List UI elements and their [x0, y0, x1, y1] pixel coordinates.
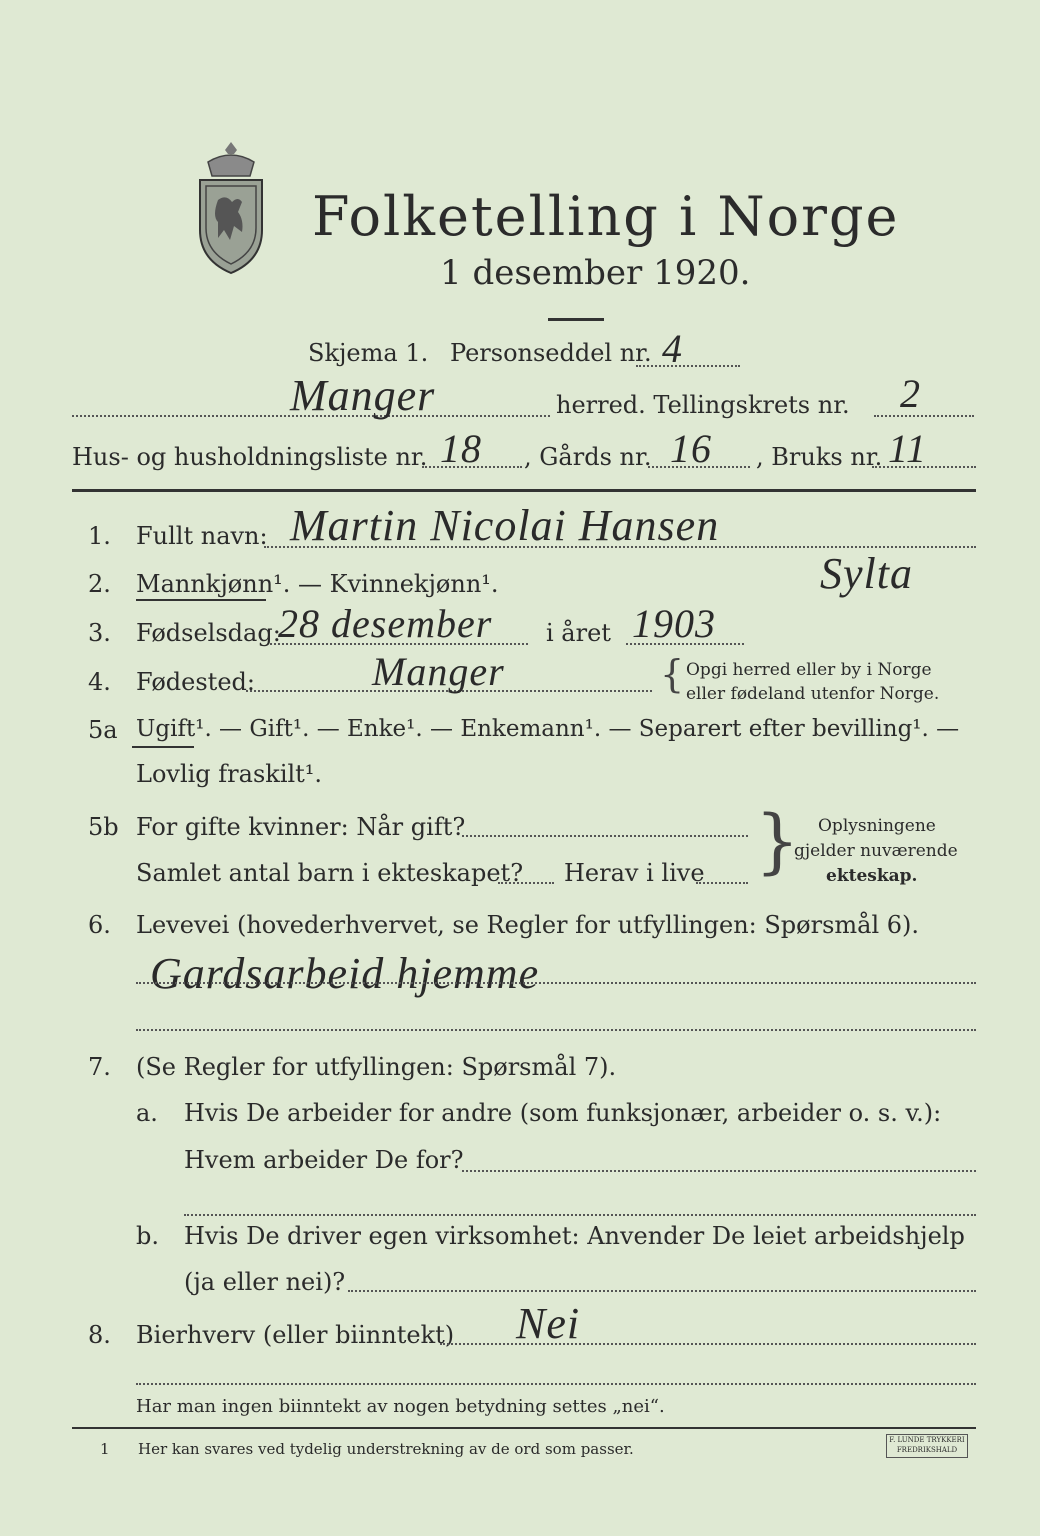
q5a-line-1: Ugift¹. — Gift¹. — Enke¹. — Enkemann¹. — Separert efter bevilling¹. — [136, 716, 960, 742]
footnote-text: Her kan svares ved tydelig understrekning av de ord som passer. [138, 1440, 634, 1458]
printer-stamp: F. LUNDE TRYKKERI FREDRIKSHALD [886, 1434, 968, 1458]
q4-value: Manger [372, 649, 505, 694]
q4-brace: { [660, 652, 685, 696]
bruks-value: 11 [888, 426, 928, 471]
q5a-line-2: Lovlig fraskilt¹. [136, 760, 323, 788]
form-title: Folketelling i Norge [312, 185, 900, 248]
q5b-note-1: Oplysningene [818, 816, 936, 836]
hus-label: Hus- og husholdningsliste nr. [72, 443, 428, 471]
q3-year-value: 1903 [632, 601, 716, 646]
header-rule [72, 489, 976, 492]
q7a-letter: a. [136, 1099, 158, 1127]
footer-note: Har man ingen biinntekt av nogen betydning settes „nei“. [136, 1396, 665, 1417]
q6-label: Levevei (hovederhvervet, se Regler for utfyllingen: Spørsmål 6). [136, 911, 920, 939]
q7b-letter: b. [136, 1222, 159, 1250]
q3-number: 3. [88, 619, 111, 647]
q8-label: Bierhverv (eller biinntekt) [136, 1321, 455, 1349]
q4-note-2: eller fødeland utenfor Norge. [686, 684, 940, 704]
q3-value: 28 desember [278, 601, 493, 646]
q7b-line-1: Hvis De driver egen virksomhet: Anvender De leiet arbeidshjelp [184, 1222, 965, 1250]
q7-label: (Se Regler for utfyllingen: Spørsmål 7). [136, 1053, 617, 1081]
q7a-line-1: Hvis De arbeider for andre (som funksjonær, arbeider o. s. v.): [184, 1099, 942, 1127]
q5b-brace: } [755, 800, 800, 882]
title-divider [548, 318, 604, 321]
q2-number: 2. [88, 570, 111, 598]
q8-value: Nei [516, 1299, 581, 1348]
herred-value: Manger [290, 371, 436, 420]
q6-line-1 [136, 982, 976, 984]
form-date: 1 desember 1920. [440, 253, 751, 293]
q2-underline [136, 599, 266, 601]
q7a-field-2 [184, 1214, 976, 1216]
tellingskrets-value: 2 [900, 371, 921, 416]
q5b-note-3: ekteskap. [826, 866, 918, 886]
q6-value: Gardsarbeid hjemme [150, 949, 540, 998]
q4-label: Fødested: [136, 668, 255, 696]
q5a-underline [132, 746, 194, 748]
q1-value-continued: Sylta [820, 549, 913, 598]
q3-year-label: i året [546, 619, 611, 647]
gards-value: 16 [670, 426, 712, 471]
q1-number: 1. [88, 522, 111, 550]
q5b-line-2b-field [696, 882, 748, 884]
footer-rule [72, 1427, 976, 1429]
q1-value: Martin Nicolai Hansen [290, 501, 720, 550]
q5b-note-2: gjelder nuværende [794, 841, 958, 861]
q5b-line-2a: Samlet antal barn i ekteskapet? [136, 859, 524, 887]
personseddel-label: Personseddel nr. [450, 339, 652, 367]
personseddel-line [636, 365, 740, 367]
q6-line-2 [136, 1029, 976, 1031]
q8-field-2 [136, 1383, 976, 1385]
q7a-field-1 [462, 1170, 976, 1172]
footnote-number: 1 [100, 1440, 110, 1458]
gards-label: , Gårds nr. [524, 443, 652, 471]
q8-number: 8. [88, 1321, 111, 1349]
q5b-line-2a-field [498, 882, 554, 884]
q7b-line-2: (ja eller nei)? [184, 1268, 346, 1296]
q7a-line-2: Hvem arbeider De for? [184, 1146, 464, 1174]
personseddel-value: 4 [662, 326, 683, 371]
q5b-number: 5b [88, 813, 119, 841]
q5a-number: 5a [88, 716, 118, 744]
q5b-line-1-field [462, 835, 748, 837]
q7b-field [348, 1290, 976, 1292]
q3-label: Fødselsdag: [136, 619, 281, 647]
q2-label: Mannkjønn¹. — Kvinnekjønn¹. [136, 570, 499, 598]
q6-number: 6. [88, 911, 111, 939]
bruks-label: , Bruks nr. [756, 443, 883, 471]
coat-of-arms-icon [190, 140, 272, 275]
q5b-line-1: For gifte kvinner: Når gift? [136, 813, 466, 841]
q1-label: Fullt navn: [136, 522, 268, 550]
q7-number: 7. [88, 1053, 111, 1081]
q4-number: 4. [88, 668, 111, 696]
hus-value: 18 [440, 426, 482, 471]
q4-note-1: Opgi herred eller by i Norge [686, 660, 932, 680]
tellingskrets-line [874, 415, 974, 417]
herred-label: herred. Tellingskrets nr. [556, 391, 850, 419]
skjema-label: Skjema 1. [308, 339, 429, 367]
q5b-line-2b: Herav i live [564, 859, 705, 887]
